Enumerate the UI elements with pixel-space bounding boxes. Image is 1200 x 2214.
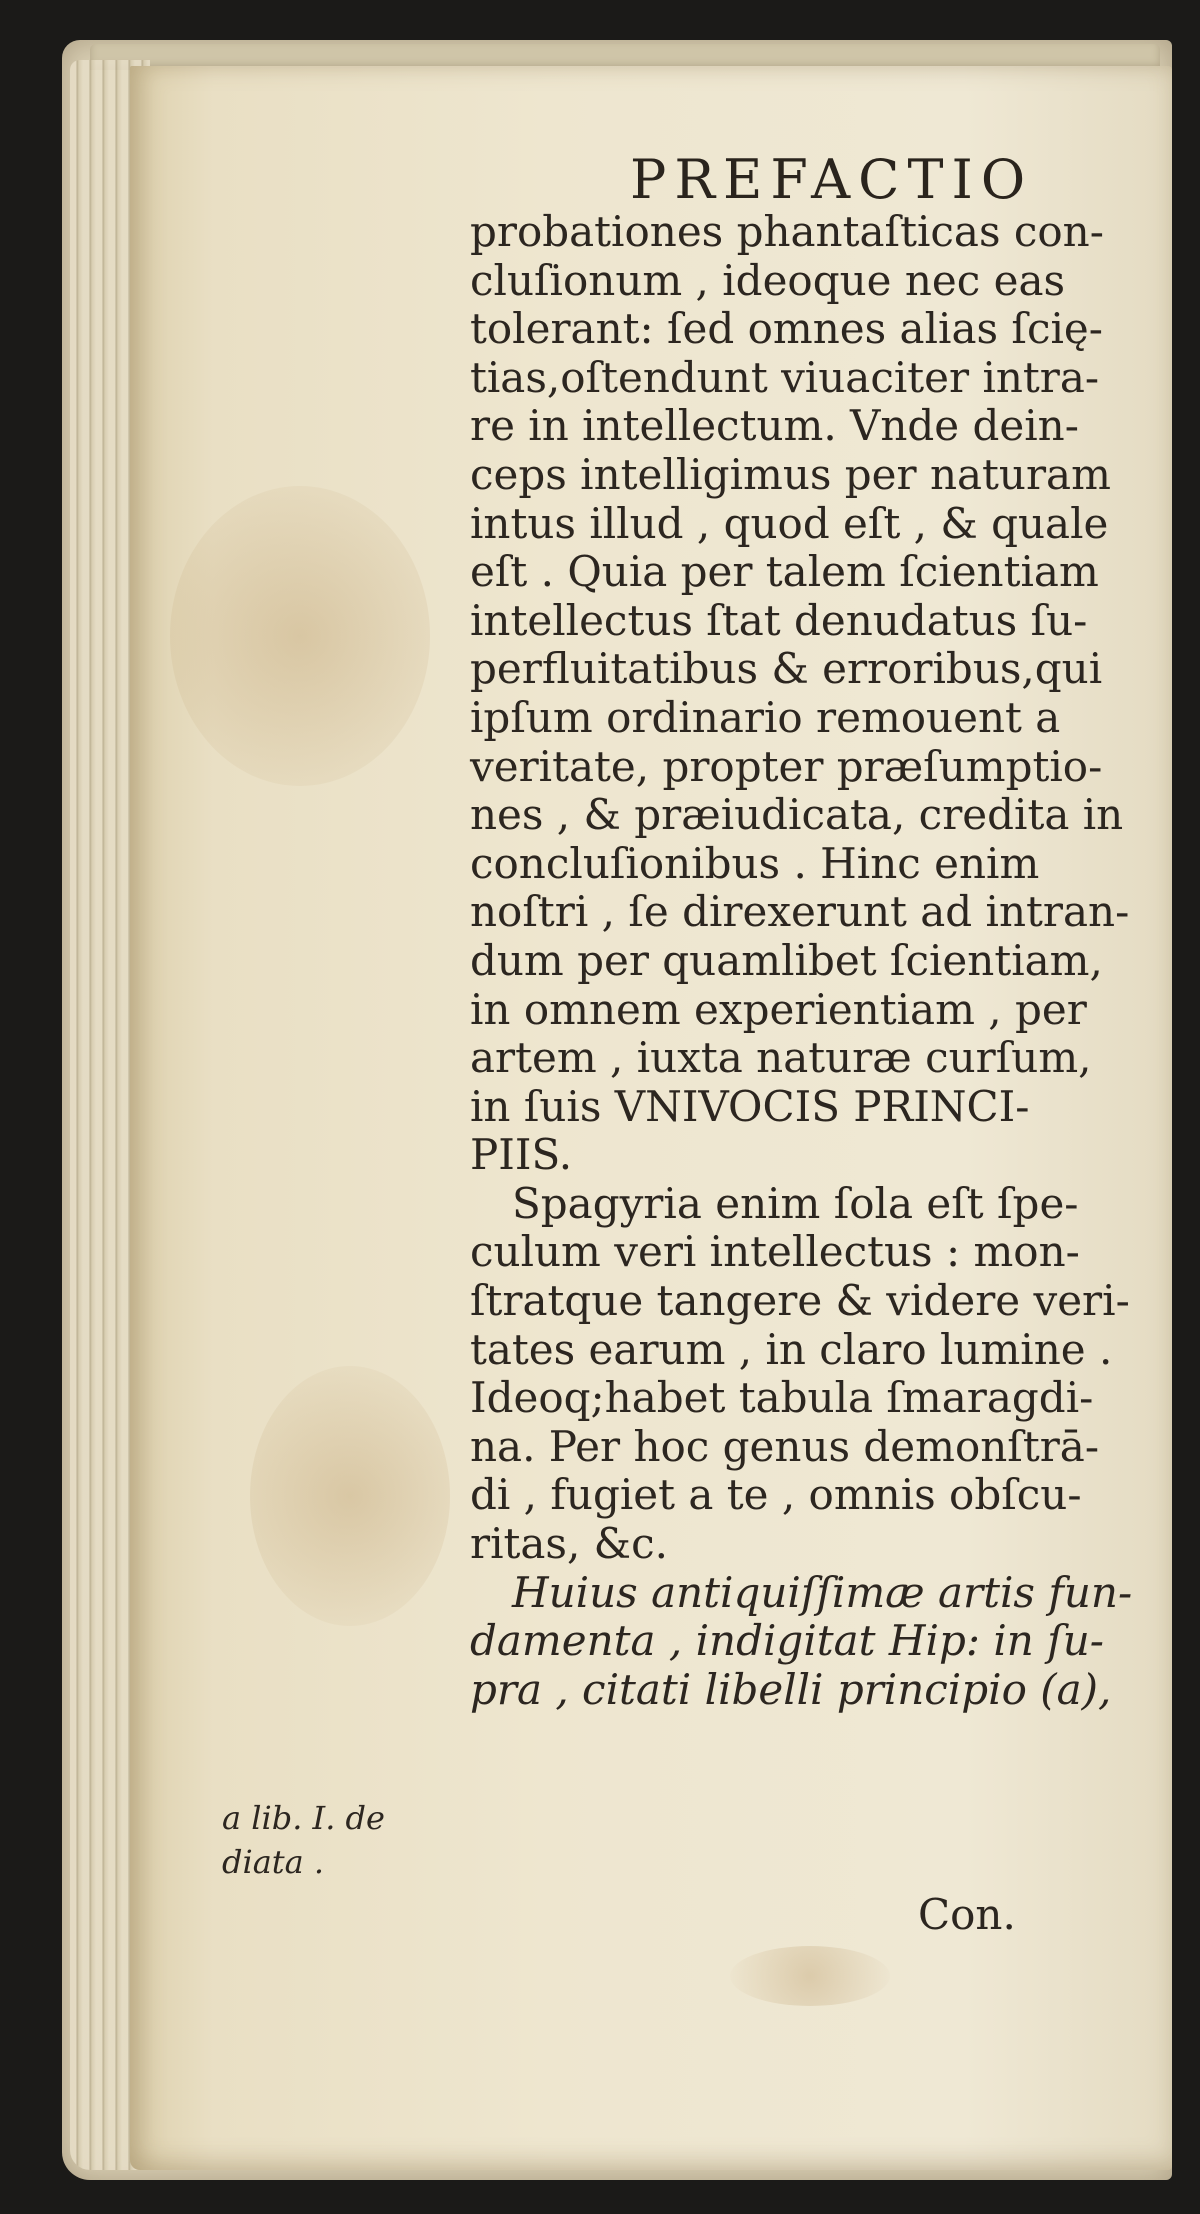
text-line: ritas, &c. xyxy=(470,1519,668,1569)
paragraph-3 xyxy=(470,1569,1150,1715)
text-line: ceps intelligimus per naturam xyxy=(470,449,1111,499)
text-line: na. Per hoc genus demonſtrā- xyxy=(470,1421,1100,1471)
text-line: nes , & præiudicata, credita in xyxy=(470,790,1124,840)
text-line: tates earum , in claro lumine . xyxy=(470,1324,1113,1374)
text-line: di , fugiet a te , omnis obſcu- xyxy=(470,1470,1082,1520)
text-line: dum per quamlibet ſcientiam, xyxy=(470,935,1103,985)
foxing-stain xyxy=(170,486,430,786)
text-line: artem , iuxta naturæ curſum, xyxy=(470,1033,1092,1083)
text-line: pra , citati libelli principio (a), xyxy=(470,1664,1112,1714)
running-head: PREFACTIO xyxy=(630,148,1034,211)
margin-note-line: diata . xyxy=(222,1843,325,1881)
text-line: intus illud , quod eſt , & quale xyxy=(470,498,1109,548)
paragraph-2 xyxy=(470,1180,1150,1569)
text-line: in omnem experientiam , per xyxy=(470,984,1087,1034)
text-line: culum veri intellectus : mon- xyxy=(470,1227,1080,1277)
text-line: tias,oſtendunt viuaciter intra- xyxy=(470,352,1100,402)
text-line: in ſuis VNIVOCIS PRINCI- xyxy=(470,1081,1030,1131)
text-line: Huius antiquiſſimæ artis fun- xyxy=(512,1567,1133,1617)
text-line: ipſum ordinario remouent a xyxy=(470,692,1061,742)
text-line: concluſionibus . Hinc enim xyxy=(470,838,1040,888)
foxing-stain xyxy=(250,1366,450,1626)
text-line: eſt . Quia per talem ſcientiam xyxy=(470,547,1099,597)
text-line: re in intellectum. Vnde dein- xyxy=(470,401,1079,451)
text-line: cluſionum , ideoque nec eas xyxy=(470,255,1066,305)
text-line: probationes phantaſticas con- xyxy=(470,207,1104,256)
text-line: veritate, propter præſumptio- xyxy=(470,741,1103,791)
paragraph-1 xyxy=(470,208,1150,1180)
text-line: ſtratque tangere & videre veri- xyxy=(470,1276,1130,1326)
marginal-note xyxy=(222,1796,385,1884)
body-text xyxy=(470,208,1150,1714)
margin-note-line: a lib. I. de xyxy=(222,1799,385,1837)
text-line: perfluitatibus & erroribus,qui xyxy=(470,644,1103,694)
catchword: Con. xyxy=(918,1890,1016,1939)
text-line: PIIS. xyxy=(470,1130,573,1180)
text-line: damenta , indigitat Hip: in ſu- xyxy=(470,1616,1104,1666)
text-line: Ideoq;habet tabula ſmaragdi- xyxy=(470,1373,1094,1423)
text-line: tolerant: ſed omnes alias ſcię- xyxy=(470,304,1103,354)
text-line: Spagyria enim ſola eſt ſpe- xyxy=(512,1178,1079,1228)
text-line: noſtri , ſe direxerunt ad intran- xyxy=(470,887,1130,937)
foxing-stain xyxy=(730,1946,890,2006)
text-line: intellectus ſtat denudatus ſu- xyxy=(470,595,1088,645)
